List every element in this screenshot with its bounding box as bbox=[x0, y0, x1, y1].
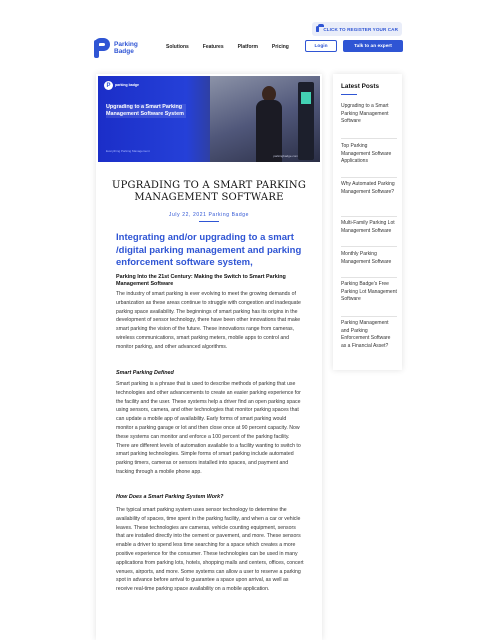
divider bbox=[341, 316, 397, 317]
article-title: UPGRADING TO A SMART PARKING MANAGEMENT SOFTWARE bbox=[111, 180, 307, 203]
divider bbox=[341, 277, 397, 278]
nav-item-pricing[interactable]: Pricing bbox=[271, 44, 289, 50]
nav-item-platform[interactable]: Platform bbox=[237, 44, 258, 50]
hero-logo-icon: P bbox=[104, 81, 113, 90]
talk-to-expert-button[interactable]: Talk to an expert bbox=[343, 40, 403, 52]
divider bbox=[341, 246, 397, 247]
section-heading-smart-parking-defined: Smart Parking Defined bbox=[116, 370, 174, 376]
sidebar-post-link[interactable]: Multi-Family Parking Lot Management Software bbox=[341, 220, 395, 234]
sidebar-title: Latest Posts bbox=[341, 83, 380, 90]
login-button[interactable]: Login bbox=[305, 40, 337, 52]
logo[interactable] bbox=[94, 38, 138, 58]
parking-p-icon bbox=[94, 38, 111, 58]
sidebar-post-link[interactable]: Parking Management and Parking Enforcement Software as a Financial Asset? bbox=[341, 320, 391, 349]
title-divider bbox=[199, 221, 219, 222]
person-illustration bbox=[256, 86, 282, 162]
sidebar-post-link[interactable]: Upgrading to a Smart Parking Management Software bbox=[341, 103, 389, 125]
article-subhead: Parking Into the 21st Century: Making the Switch to Smart Parking Management Software bbox=[116, 274, 286, 287]
article-lead: Integrating and/or upgrading to a smart /digital parking management and parking enforcement software system, bbox=[116, 232, 302, 268]
sidebar-post-link[interactable]: Parking Badge's Free Parking Lot Management Software bbox=[341, 281, 397, 303]
hero-url: parkingbadge.com bbox=[273, 154, 298, 158]
article-paragraph-1: The industry of smart parking is ever evolving to meet the growing demands of urbanization as these areas continue to struggle with congestion and inadequate parking space availability. The beginnings of smart parking has its origins in the development of sensor technology, there have been other innovations that make smart parking the vision of the future. These innovations range from cameras, wireless communications, smart parking meters, mobile apps to control and monitor parking, and other advanced algorithms. bbox=[116, 291, 301, 350]
hero-brand: parking badge bbox=[115, 83, 139, 87]
sidebar-post-link[interactable]: Top Parking Management Software Applications bbox=[341, 143, 392, 165]
sidebar-post-link[interactable]: Monthly Parking Management Software bbox=[341, 251, 392, 265]
article-card bbox=[96, 74, 322, 640]
sidebar-title-underline bbox=[341, 94, 357, 95]
hero-image bbox=[98, 76, 320, 162]
article-paragraph-2: Smart parking is a phrase that is used to describe methods of parking that use technologies and other advancements to create an easier parking experience for the facility and the user. These systems help a driver find an open parking space using sensors, camera, and other technologies that monitor parking spaces that can update a mobile app of availability. Early forms of smart parking would monitor a parking garage or lot and then close once at 90 percent capacity. Now these systems can monitor and enforce a 100 percent of the parking facility. There are different levels of automation available to a facility wanting to switch to smart parking technologies. Simple forms of smart parking include automated parking timers, cameras or sensors installed into spaces, and payment and tracking through a mobile phone app. bbox=[116, 381, 301, 475]
divider bbox=[341, 177, 397, 178]
car-icon bbox=[316, 26, 319, 32]
nav-item-features[interactable]: Features bbox=[202, 44, 224, 50]
main-nav bbox=[166, 44, 289, 50]
divider bbox=[341, 216, 397, 217]
parking-meter-illustration bbox=[298, 82, 314, 160]
nav-item-solutions[interactable]: Solutions bbox=[166, 44, 189, 50]
article-paragraph-3: The typical smart parking system uses sensor technology to determine the availability of spaces, time spent in the parking facility, and when a car or vehicle leaves. These technologies are cameras, vehicle counting equipment, sensors that are installed directly into the cement or pavement, and more. These sensors enable a driver to spend less time searching for a space which creates a more positive experience for the consumer. These technologies can be used in many applications from parking lots, hotels, shopping malls and centers, offices, concert venues, airports, and more. Some systems can allow a user to reserve a parking spot in advance before arrival to guarantee a space upon arrival, as well as receive real-time parking space availability on a mobile application. bbox=[116, 507, 304, 593]
sidebar-post-link[interactable]: Why Automated Parking Management Software? bbox=[341, 181, 395, 195]
logo-text bbox=[114, 41, 138, 55]
divider bbox=[341, 138, 397, 139]
logo-line1: Parking bbox=[114, 41, 138, 48]
article-date: July 22, 2021 Parking Badge bbox=[168, 212, 250, 218]
register-car-label: CLICK TO REGISTER YOUR CAR bbox=[323, 26, 398, 32]
section-heading-how-it-works: How Does a Smart Parking System Work? bbox=[116, 494, 224, 500]
hero-title: Upgrading to a Smart Parking Management Software System bbox=[106, 104, 186, 118]
latest-posts-sidebar bbox=[333, 74, 402, 370]
logo-line2: Badge bbox=[114, 48, 134, 55]
hero-subtitle: Everything Parking Management bbox=[106, 149, 150, 153]
register-car-button[interactable] bbox=[312, 22, 402, 36]
